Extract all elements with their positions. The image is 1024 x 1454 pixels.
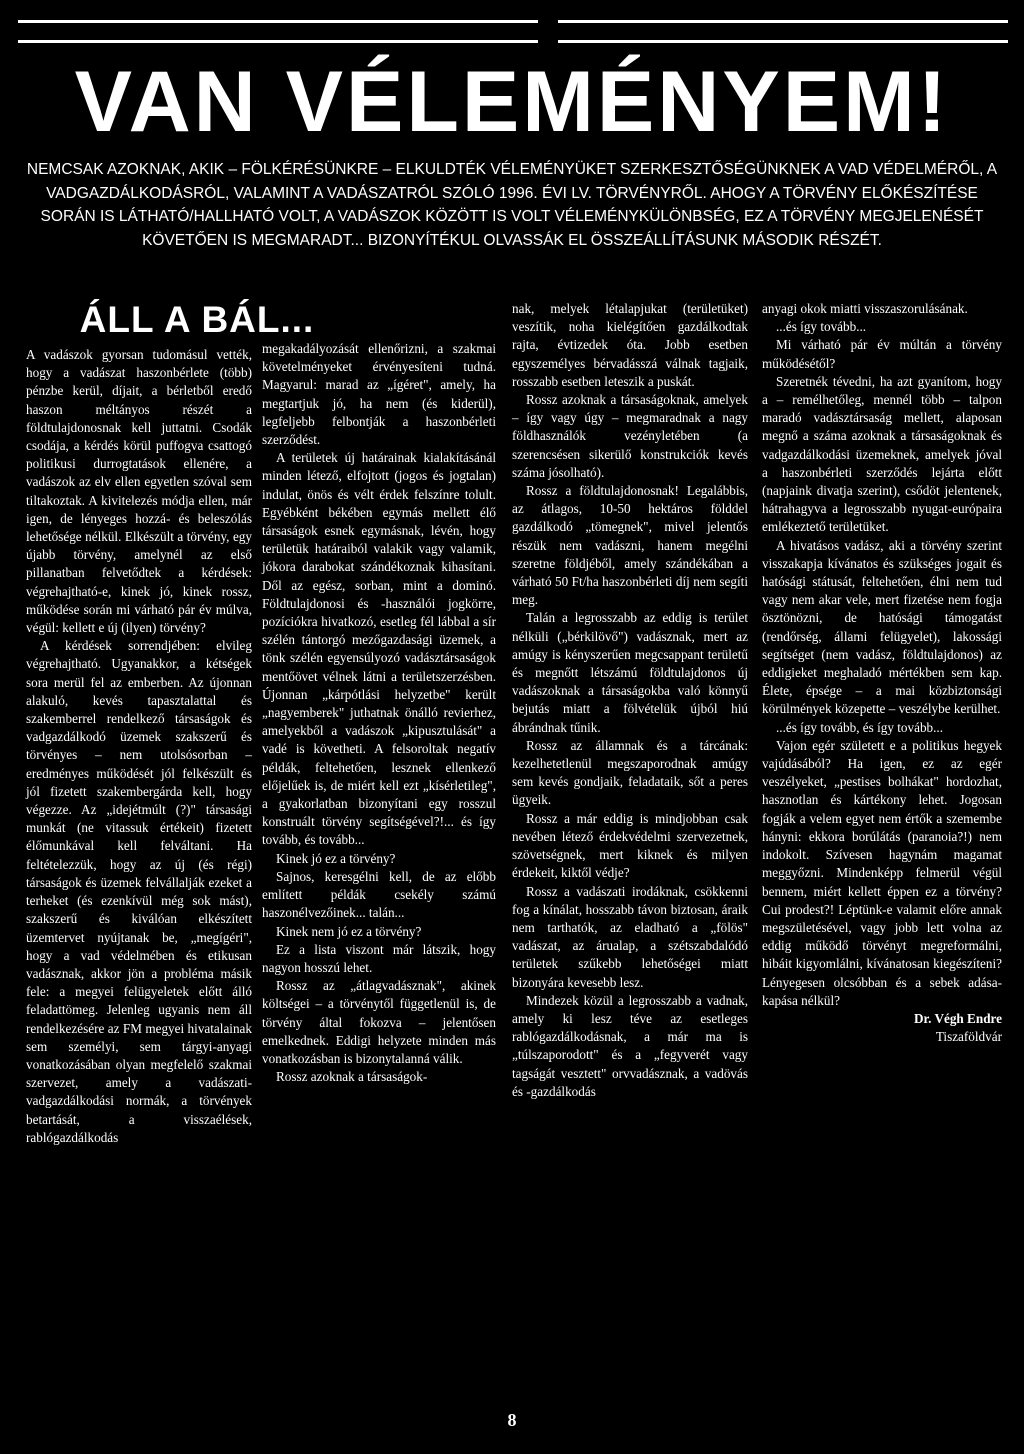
paragraph: Rossz a földtulajdonosnak! Legalábbis, az átlagos, 10-50 hektáros földdel gazdálkodó „tömegnek", mivel jelentős részük nem vadászni, hanem megélni szeretne földjéből, amely szándékában a várható 50 Ft/ha haszonbérleti díj nem segíti meg. — [512, 483, 748, 608]
paragraph: Rossz a vadászati irodáknak, csökkenni fog a kínálat, hosszabb távon biztosan, áraik nem tarthatók, az eladható a „fölös" vadászat, az árualap, a szétszabdalódó területek szűkebb lehetőségei miatt bizonyára kevesebb lesz. — [512, 883, 748, 990]
paragraph: Rossz a már eddig is mindjobban csak nevében létező érdekvédelmi szervezetnek, szövetségnek, mert kiknek és milyen érdekeit, kiktől védje? — [512, 810, 748, 881]
signature-name — [762, 1010, 1002, 1028]
paragraph: Ez a lista viszont már látszik, hogy nagyon hosszú lehet. — [262, 941, 496, 975]
signature-place: Tiszaföldvár — [935, 1029, 1002, 1045]
paragraph: Mi várható pár év múltán a törvény működésétől? — [762, 337, 1002, 371]
column-2 — [262, 340, 496, 1086]
rule-left-top — [18, 20, 538, 23]
page-number: 8 — [507, 1410, 517, 1430]
paragraph: Rossz azoknak a társaságok- — [276, 1069, 428, 1085]
paragraph: Sajnos, keresgélni kell, de az előbb említett példák csekély számú haszonélvezőinek... talán... — [262, 868, 496, 921]
column-3 — [512, 300, 748, 1101]
paragraph: ...és így tovább... — [776, 319, 867, 335]
headline: VAN VÉLEMÉNYEM! — [74, 54, 950, 150]
paragraph: Mindezek közül a legrosszabb a vadnak, amely ki lesz téve az esetleges rablógazdálkodásnak, a már ma is „túlszaporodott" és a „fegyverét vagy tagságát vesztett" orvvadásznak, a vadövás és -gazdálkodás — [512, 992, 748, 1099]
paragraph: Kinek jó ez a törvény? — [276, 850, 396, 866]
paragraph: Rossz az államnak és a tárcának: kezelhetetlenül megszaporodnak amúgy sem kevés gondjaik, feladataik, sőt a peres ügyeik. — [512, 737, 748, 808]
article-title: ÁLL A BÁL... — [79, 299, 315, 340]
paragraph: A kérdések sorrendjében: elvileg végrehajtható. Ugyanakkor, a kétségek sora merül fel az emberben. Az újonnan alakuló, kevés tapasztalattal és szakemberrel rendelkező társaságok és vadgazdálkodó üzemek szakszerű és törvényes – nem utolsósorban – eredményes működését jól felkészült és jól fizetett szakembergárda kell, hogy végezze. Az „idejétmúlt (?)" társasági munkát (ne vitassuk értékeit) fizetett élőmunkával kell felváltani. Ha feltételezzük, hogy az új (és régi) társaságok és üzemek felvállalják ezeket a terheket (és ezenkívül még sok mást), szakszerű és kiválóan elkészített üzemtervet nyújtanak be, „megígéri", hogy a vad védelmében és etikusan vadásznak, akkor jön a probléma másik fele: a megyei felügyeletek előtt álló feladattömeg. Jelenleg ugyanis nem áll rendelkezésére az FM megyei hivatalainak sem személyi, sem tárgyi-anyagi vonatkozásában olyan megfelelő szakmai szervezet, amely a vadászati-vadgazdálkodási normák, a törvények betartását, a visszaélések, rablógazdálkodás — [26, 638, 252, 1145]
top-rules — [18, 20, 1008, 50]
paragraph: nak, melyek létalapjukat (területüket) veszítik, noha kielégítően gazdálkodtak rajta, évtizedek óta. Jobb esetben egyszemélyes bérvadásszá válnak tagjaik, rosszabb esetben leteszik a puskát. — [512, 301, 748, 389]
paragraph: Vajon egér született e a politikus hegyek vajúdásából? Ha igen, ez az egér veszélyeket, „pestises bolhákat" hordozhat, hasznotlan és kártékony lehet. Jogosan fogják a velem egyet nem értők a szemembe hányni: ekkora borúlátás (paranoia?!) nem indokolt. Szívesen hagynám magamat meggyőzni. Mindenképp felmerül végül bennem, miért kellett éppen ez a törvény? Cui prodest?! Léptünk-e valamit előre annak megszületésével, vagy jobb lett volna az eddig működő törvényt megreformálni, hibáit kigyomlálni, kívánatosan kiegészíteni? Lényegesen olcsóbban és a sebek adása-kapása nélkül? — [762, 737, 1002, 1008]
paragraph: ...és így tovább, és így tovább... — [776, 719, 944, 735]
lead-paragraph: NEMCSAK AZOKNAK, AKIK – FÖLKÉRÉSÜNKRE – ELKULDTÉK VÉLEMÉNYÜKET SZERKESZTŐSÉGÜNKNEK A VAD VÉDELMÉRŐL, A VADGAZDÁLKODÁSRÓL, VALAMINT A VADÁSZATRÓL SZÓLÓ 1996. ÉVI LV. TÖRVÉNYRŐL. AHOGY A TÖRVÉNY ELŐKÉSZÍTÉSE SORÁN IS LÁTHATÓ/HALLHATÓ VOLT, A VADÁSZOK KÖZÖTT IS VOLT VÉLEMÉNYKÜLÖNBSÉG, EZ A TÖRVÉNY MEGJELENÉSÉT KÖVETŐEN IS MEGMARADT... BIZONYÍTÉKUL OLVASSÁK EL ÖSSZEÁLLÍTÁSUNK MÁSODIK RÉSZÉT. — [26, 161, 998, 249]
paragraph: Szeretnék tévedni, ha azt gyanítom, hogy a – remélhetőleg, mennél több – talpon maradó vadásztársaság mellett, alaposan megnő a száma azoknak a társaságoknak és vadgazdálkodási üzemeknek, amelyek jóval a haszonbérleti szerződés lejárta előtt (napjaink divatja szerint), csődöt jelentenek, hátrahagyva a legrosszabb nyugat-európaira emlékeztető területüket. — [762, 373, 1002, 535]
paragraph: Rossz azoknak a társaságoknak, amelyek – így vagy úgy – megmaradnak a nagy földhasználók vezényletében (a szerencsésen sikerülő konstrukciók kevés száma jósolható). — [512, 392, 748, 480]
rule-right-top — [558, 20, 1008, 23]
paragraph: A hivatásos vadász, aki a törvény szerint visszakapja kívánatos és szükséges jogait és hatósági státusát, feltehetően, élni nem tud vagy nem akar vele, mert fizetése nem fogja ösztönözni, de hatósági támogatást (rendőrség, állami felügyelet), lakossági segítséget (nem vadász, földtulajdonos) az eddigieket meghaladó mértékben sem kap. Élete, épsége – a mai közbiztonsági körülmények közepette – veszélybe kerülhet. — [762, 537, 1002, 717]
paragraph: anyagi okok miatti visszaszorulásának. — [762, 301, 968, 316]
paragraph: megakadályozását ellenőrizni, a szakmai követelményeket érvényesíteni tudná. Magyarul: marad az „ígéret", amely, ha megtartjuk jó, ha nem (és kiderül), legfeljebb felbontják a haszonbérleti szerződést. — [262, 341, 496, 448]
rule-right-bottom — [558, 40, 1008, 43]
column-1 — [26, 346, 252, 1147]
paragraph: Rossz az „átlagvadásznak", akinek költségei – a törvénytől függetlenül is, de törvény által fokozva – jelentősen emelkednek. Eddigi helyzete minden más vonatkozásban is bizonytalanná válik. — [262, 978, 496, 1066]
column-4 — [762, 300, 1002, 1046]
rule-left-bottom — [18, 40, 538, 43]
paragraph: A vadászok gyorsan tudomásul vették, hogy a vadászat haszonbérlete (több) pénzbe kerül, díjait, a bérletből eredő haszon méltányos részét a földtulajdonosnak kell juttatni. Csodák csodája, a kérdés körül puffogva csattogó politikusi durrogtatások ellenére, a vadászok az elv ellen egyetlen szóval sem tiltakoztak. A kivitelezés módja ellen, már igen, de lényeges hozzá- és beleszólás lehetősége nélkül. Elkészült a törvény, egy újabb törvény, amelynél az első pillanatban felvetődtek a kérdések: végrehajtható-e, kinek jó, kinek rossz, működése során mi várható pár év múlva, végül: kellett e új (ilyen) törvény? — [26, 347, 252, 636]
paragraph: Talán a legrosszabb az eddig is terület nélküli („bérkilövő") vadásznak, mert az amúgy is kényszerűen megcsappant területű és megnőtt létszámú földtulajdonos új vadászoknak a társaságokba való könnyű bejutás miatt a fölvételük újból hiú ábrándnak tűnik. — [512, 610, 748, 735]
paragraph: A területek új határainak kialakításánál minden létező, elfojtott (jogos és jogtalan) indulat, önös és vélt érdek felszínre tolult. Egyébként békében egymás mellett élő társaságok esnek egymásnak, lévén, hogy területük határaiból valakik vagy valamik, jókora darabokat szándékoznak kihasítani. Dől az egész, sorban, mint a dominó. Földtulajdonosi és -használói jogkörre, pozíciókra hivatkozó, esetleg fél lábbal a sír szélén tántorgó mezőgazdasági üzemek, a tönk szélén egyensúlyozó vadásztársaságok mentőövet vélnek látni a területszerzésben. Újonnan „kárpótlási helyzetbe" került „nagyemberek" juthatnak önálló revierhez, amelyekből a vadászok „kipusztulását" a vadé is követheti. A felsoroltak negatív példák, feltehetően, lesznek ellenkező előjelűek is, de miért kell ezt „kísérletileg", a gyakorlatban bizonyítani egy rosszul konstruált törvény segítségével?!... és így tovább, és tovább... — [262, 450, 496, 848]
author-name: Dr. Végh Endre — [913, 1010, 1002, 1026]
paragraph: Kinek nem jó ez a törvény? — [276, 923, 422, 939]
